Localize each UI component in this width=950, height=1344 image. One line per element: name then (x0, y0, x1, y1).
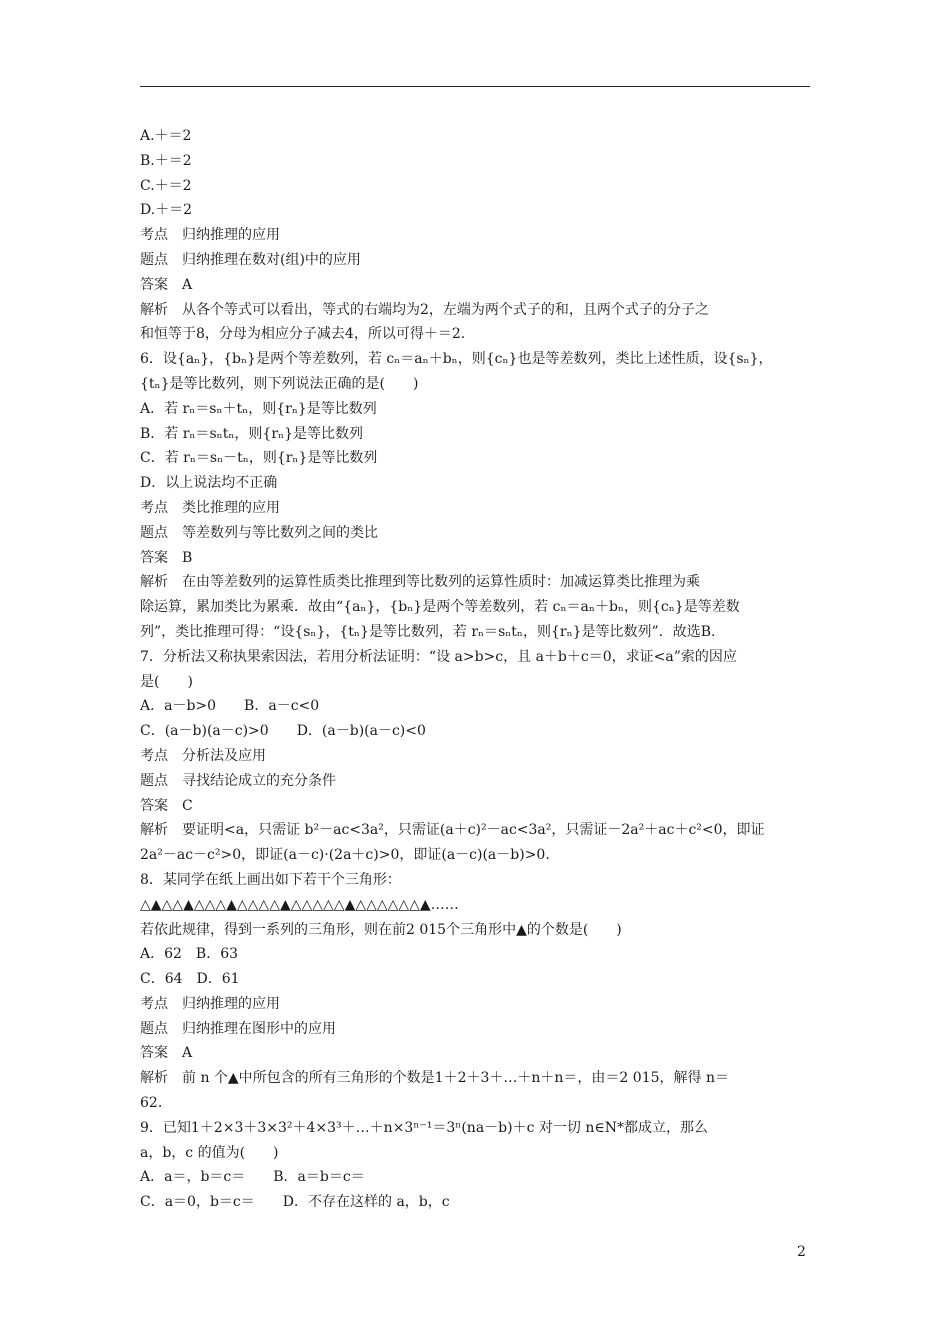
option-line: C．(a－b)(a－c)>0 D．(a－b)(a－c)<0 (140, 723, 426, 740)
subtopic-line: 题点 等差数列与等比数列之间的类比 (140, 524, 378, 541)
analysis-line: 2a²－ac－c²>0，即证(a－c)·(2a＋c)>0，即证(a－c)(a－b)>0. (140, 847, 550, 864)
option-line: B.＋＝2 (140, 152, 192, 169)
question-7-line: 是( ) (140, 673, 193, 690)
question-8-line: 若依此规律，得到一系列的三角形，则在前2 015个三角形中▲的个数是( ) (140, 921, 622, 938)
option-line: D．以上说法均不正确 (140, 475, 278, 492)
answer-line: 答案 A (140, 1045, 193, 1062)
option-line: C．若 rₙ＝sₙ－tₙ，则{rₙ}是等比数列 (140, 450, 378, 467)
question-6-line: 6．设{aₙ}，{bₙ}是两个等差数列，若 cₙ＝aₙ＋bₙ，则{cₙ}也是等差数列，类比上述性质，设{sₙ}， (140, 351, 773, 368)
subtopic-line: 题点 归纳推理在数对(组)中的应用 (140, 251, 361, 268)
option-line: A．若 rₙ＝sₙ＋tₙ，则{rₙ}是等比数列 (140, 400, 377, 417)
answer-line: 答案 B (140, 549, 193, 566)
question-7-line: 7．分析法又称执果索因法，若用分析法证明：“设 a>b>c，且 a＋b＋c＝0，求证<a”索的因应 (140, 648, 737, 665)
analysis-line: 列”，类比推理可得：“设{sₙ}，{tₙ}是等比数列，若 rₙ＝sₙtₙ，则{rₙ}是等比数列”．故选B. (140, 623, 716, 640)
option-line: A．a＝，b＝c＝ B．a＝b＝c＝ (140, 1169, 365, 1186)
analysis-line: 解析 要证明<a，只需证 b²－ac<3a²，只需证(a＋c)²－ac<3a²，只需证－2a²＋ac＋c²<0，即证 (140, 822, 765, 839)
subtopic-line: 题点 寻找结论成立的充分条件 (140, 772, 336, 789)
option-line: C．a＝0，b＝c＝ D．不存在这样的 a，b，c (140, 1194, 450, 1211)
question-8-line: 8．某同学在纸上画出如下若干个三角形： (140, 871, 401, 888)
analysis-line: 解析 在由等差数列的运算性质类比推理到等比数列的运算性质时：加减运算类比推理为乘 (140, 574, 700, 591)
option-line: A．a－b>0 B．a－c<0 (140, 698, 320, 715)
answer-line: 答案 C (140, 797, 193, 814)
option-line: A.＋＝2 (140, 128, 192, 144)
triangle-sequence: △▲△△▲△△△▲△△△△▲△△△△△▲△△△△△△▲…… (140, 896, 459, 913)
topic-line: 考点 归纳推理的应用 (140, 995, 280, 1012)
subtopic-line: 题点 归纳推理在图形中的应用 (140, 1020, 336, 1037)
option-line: C．64 D．61 (140, 971, 240, 988)
question-9-line: a，b，c 的值为( ) (140, 1144, 279, 1161)
question-6-line: {tₙ}是等比数列，则下列说法正确的是( ) (140, 375, 419, 392)
analysis-line: 62. (140, 1095, 163, 1112)
topic-line: 考点 分析法及应用 (140, 747, 266, 764)
option-line: C.＋＝2 (140, 177, 192, 194)
answer-line: 答案 A (140, 276, 193, 293)
option-line: B．若 rₙ＝sₙtₙ，则{rₙ}是等比数列 (140, 425, 363, 442)
analysis-line: 解析 从各个等式可以看出，等式的右端均为2，左端为两个式子的和，且两个式子的分子之 (140, 301, 709, 318)
page-number: 2 (797, 1244, 806, 1260)
analysis-line: 除运算，累加类比为累乘．故由“{aₙ}，{bₙ}是两个等差数列，若 cₙ＝aₙ＋bₙ，则{cₙ}是等差数 (140, 599, 740, 616)
analysis-line: 解析 前 n 个▲中所包含的所有三角形的个数是1＋2＋3＋…＋n＋n＝，由＝2 015，解得 n＝ (140, 1070, 729, 1087)
option-line: D.＋＝2 (140, 202, 193, 219)
header-rule (140, 86, 810, 87)
topic-line: 考点 归纳推理的应用 (140, 227, 280, 244)
topic-line: 考点 类比推理的应用 (140, 499, 280, 516)
analysis-line: 和恒等于8，分母为相应分子减去4，所以可得＋＝2. (140, 326, 466, 343)
question-9-line: 9．已知1＋2×3＋3×3²＋4×3³＋…＋n×3ⁿ⁻¹＝3ⁿ(na－b)＋c 对一切 n∈N*都成立，那么 (140, 1119, 708, 1136)
document-body (140, 124, 812, 1215)
option-line: A．62 B．63 (140, 946, 239, 963)
